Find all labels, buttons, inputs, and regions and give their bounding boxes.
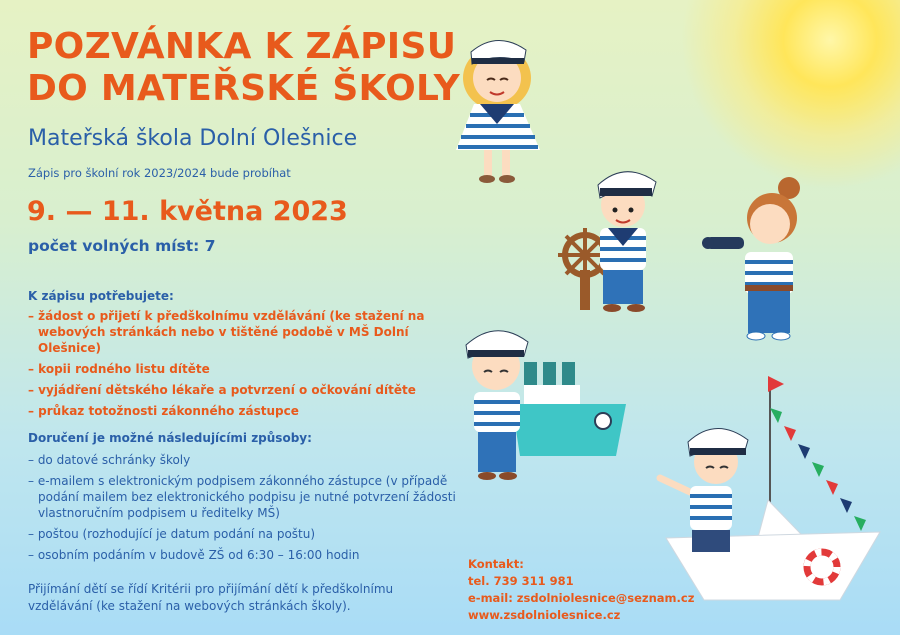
paper-boat-illustration <box>660 376 880 600</box>
enrollment-date: 9. — 11. května 2023 <box>27 196 348 227</box>
list-item: – poštou (rozhodující je datum podání na poštu) <box>28 527 316 541</box>
delivery-heading: Doručení je možné následujícími způsoby: <box>28 431 312 445</box>
admission-note: Přijímání dětí se řídí Kritérii pro přijímání dětí k předškolnímu vzdělávání (ke stažení na webových stránkách školy). <box>28 582 394 613</box>
title-line-2: DO MATEŘSKÉ ŠKOLY <box>27 68 461 109</box>
contact-heading: Kontakt: <box>468 557 524 571</box>
list-item: – vyjádření dětského lékaře a potvrzení o očkování dítěte <box>28 383 416 397</box>
girl-binoculars-illustration <box>702 177 800 340</box>
sailor-boy-ship-illustration <box>466 331 626 480</box>
contact-phone[interactable]: tel. 739 311 981 <box>468 574 574 588</box>
sailor-girl-illustration <box>456 40 540 183</box>
sailor-boy-helm-illustration <box>558 172 656 312</box>
contact-email[interactable]: e-mail: zsdolniolesnice@seznam.cz <box>468 591 695 605</box>
contact-web[interactable]: www.zsdolniolesnice.cz <box>468 608 621 622</box>
title-line-1: POZVÁNKA K ZÁPISU <box>27 26 457 67</box>
free-places: počet volných míst: 7 <box>28 237 216 255</box>
list-item: – e-mailem s elektronickým podpisem zákonného zástupce (v případě podání mailem bez elektronického podpisu je nutné potvrzení žádosti vlastnoručním podpisem u ředitelky MŠ) <box>28 474 456 520</box>
list-item: – osobním podáním v budově ZŠ od 6:30 – 16:00 hodin <box>28 548 360 562</box>
list-item: – do datové schránky školy <box>28 453 191 467</box>
list-item: – průkaz totožnosti zákonného zástupce <box>28 404 299 418</box>
intro-text: Zápis pro školní rok 2023/2024 bude probíhat <box>28 166 291 180</box>
bunting-flags <box>770 408 866 531</box>
list-item: – kopii rodného listu dítěte <box>28 362 210 376</box>
list-item: – žádost o přijetí k předškolnímu vzdělávání (ke stažení na webových stránkách nebo v tištěné podobě v MŠ Dolní Olešnice) <box>28 309 425 355</box>
school-name: Mateřská škola Dolní Olešnice <box>28 126 358 151</box>
needs-heading: K zápisu potřebujete: <box>28 289 174 303</box>
